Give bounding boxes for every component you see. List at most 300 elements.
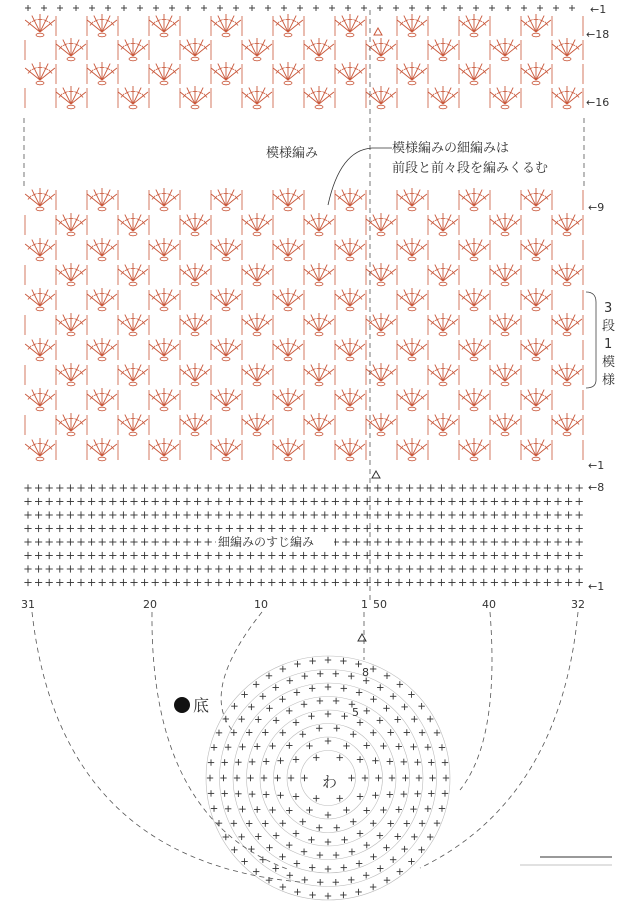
single-crochet-mark — [46, 579, 53, 586]
single-crochet-mark — [576, 498, 583, 505]
single-crochet-mark — [409, 5, 415, 11]
single-crochet-mark — [385, 525, 392, 532]
single-crochet-mark — [215, 498, 222, 505]
single-crochet-mark — [377, 717, 383, 723]
single-crochet-mark — [46, 565, 53, 572]
shell-stitch — [273, 188, 303, 211]
single-crochet-mark — [173, 498, 180, 505]
single-crochet-mark — [88, 484, 95, 491]
single-crochet-mark — [236, 498, 243, 505]
single-crochet-mark — [77, 565, 84, 572]
single-crochet-mark — [385, 484, 392, 491]
single-crochet-mark — [401, 846, 407, 852]
row-label-top: ←1 — [590, 3, 607, 16]
single-crochet-mark — [387, 758, 393, 764]
single-crochet-mark — [235, 759, 241, 765]
single-crochet-mark — [46, 498, 53, 505]
single-crochet-mark — [401, 759, 407, 765]
shell-stitch — [490, 213, 520, 236]
single-crochet-mark — [357, 793, 363, 799]
single-crochet-mark — [185, 5, 191, 11]
single-crochet-mark — [554, 484, 561, 491]
single-crochet-mark — [67, 484, 74, 491]
single-crochet-mark — [56, 538, 63, 545]
single-crochet-mark — [238, 834, 244, 840]
single-crochet-mark — [294, 889, 300, 895]
triangle-icon — [374, 28, 382, 35]
shell-stitch — [242, 363, 272, 386]
single-crochet-mark — [442, 759, 448, 765]
single-crochet-mark — [183, 498, 190, 505]
single-crochet-mark — [226, 484, 233, 491]
single-crochet-mark — [173, 565, 180, 572]
single-crochet-mark — [370, 666, 376, 672]
single-crochet-mark — [194, 525, 201, 532]
single-crochet-mark — [480, 552, 487, 559]
single-crochet-mark — [333, 671, 339, 677]
single-crochet-mark — [289, 552, 296, 559]
single-crochet-mark — [554, 525, 561, 532]
single-crochet-mark — [544, 538, 551, 545]
single-crochet-mark — [269, 743, 275, 749]
single-crochet-mark — [258, 579, 265, 586]
single-crochet-mark — [438, 538, 445, 545]
single-crochet-mark — [363, 872, 369, 878]
single-crochet-mark — [512, 552, 519, 559]
single-crochet-mark — [377, 865, 383, 871]
single-crochet-mark — [544, 498, 551, 505]
single-crochet-mark — [441, 5, 447, 11]
single-crochet-mark — [491, 484, 498, 491]
col-label-20: 20 — [143, 598, 157, 611]
single-crochet-mark — [425, 806, 431, 812]
shell-stitch — [118, 413, 148, 436]
shell-stitch — [87, 388, 117, 411]
single-crochet-mark — [205, 552, 212, 559]
shell-stitch — [118, 313, 148, 336]
single-crochet-mark — [317, 879, 323, 885]
single-crochet-mark — [370, 730, 376, 736]
single-crochet-mark — [162, 498, 169, 505]
single-crochet-mark — [353, 525, 360, 532]
single-crochet-mark — [152, 552, 159, 559]
single-crochet-mark — [279, 498, 286, 505]
single-crochet-mark — [215, 565, 222, 572]
single-crochet-mark — [233, 5, 239, 11]
single-crochet-mark — [35, 511, 42, 518]
single-crochet-mark — [439, 744, 445, 750]
single-crochet-mark — [470, 484, 477, 491]
single-crochet-mark — [353, 538, 360, 545]
shell-stitch — [459, 338, 489, 361]
single-crochet-mark — [311, 511, 318, 518]
single-crochet-mark — [289, 511, 296, 518]
shell-stitch — [366, 263, 396, 286]
single-crochet-mark — [266, 673, 272, 679]
single-crochet-mark — [448, 579, 455, 586]
single-crochet-mark — [293, 756, 299, 762]
single-crochet-mark — [289, 525, 296, 532]
single-crochet-mark — [241, 858, 247, 864]
shell-stitch — [118, 38, 148, 61]
single-crochet-mark — [383, 705, 389, 711]
shell-stitch — [273, 62, 303, 85]
single-crochet-mark — [357, 756, 363, 762]
single-crochet-mark — [152, 579, 159, 586]
single-crochet-mark — [215, 525, 222, 532]
shell-stitch — [242, 313, 272, 336]
single-crochet-mark — [438, 525, 445, 532]
single-crochet-mark — [302, 673, 308, 679]
shell-stitch — [335, 338, 365, 361]
single-crochet-mark — [345, 5, 351, 11]
single-crochet-mark — [277, 792, 283, 798]
shell-stitch — [366, 363, 396, 386]
single-crochet-mark — [383, 845, 389, 851]
single-crochet-mark — [385, 511, 392, 518]
shell-stitch — [521, 62, 551, 85]
shell-stitch — [180, 38, 210, 61]
single-crochet-mark — [24, 552, 31, 559]
shell-stitch — [335, 238, 365, 261]
single-crochet-mark — [35, 538, 42, 545]
single-crochet-mark — [130, 525, 137, 532]
single-crochet-mark — [491, 498, 498, 505]
single-crochet-mark — [262, 820, 268, 826]
single-crochet-mark — [334, 825, 340, 831]
single-crochet-mark — [370, 696, 376, 702]
single-crochet-mark — [372, 758, 378, 764]
single-crochet-mark — [489, 5, 495, 11]
single-crochet-mark — [260, 857, 266, 863]
single-crochet-mark — [294, 860, 300, 866]
single-crochet-mark — [523, 565, 530, 572]
single-crochet-mark — [300, 525, 307, 532]
single-crochet-mark — [294, 661, 300, 667]
single-crochet-mark — [226, 579, 233, 586]
shell-stitch — [459, 62, 489, 85]
single-crochet-mark — [183, 511, 190, 518]
single-crochet-mark — [523, 525, 530, 532]
single-crochet-mark — [333, 852, 339, 858]
single-crochet-mark — [443, 775, 449, 781]
single-crochet-mark — [215, 511, 222, 518]
shell-stitch — [552, 38, 582, 61]
single-crochet-mark — [247, 552, 254, 559]
guide-line — [32, 612, 300, 882]
single-crochet-mark — [332, 579, 339, 586]
single-crochet-mark — [438, 498, 445, 505]
single-crochet-mark — [311, 498, 318, 505]
single-crochet-mark — [434, 820, 440, 826]
single-crochet-mark — [480, 511, 487, 518]
single-crochet-mark — [279, 525, 286, 532]
single-crochet-mark — [88, 579, 95, 586]
single-crochet-mark — [333, 698, 339, 704]
single-crochet-mark — [406, 511, 413, 518]
single-crochet-mark — [286, 842, 292, 848]
shell-stitch — [459, 288, 489, 311]
single-crochet-mark — [363, 807, 369, 813]
single-crochet-mark — [162, 579, 169, 586]
single-crochet-mark — [194, 552, 201, 559]
single-crochet-mark — [280, 820, 286, 826]
single-crochet-mark — [297, 5, 303, 11]
repeat-label-1: 3 — [604, 301, 613, 316]
shell-stitch — [273, 388, 303, 411]
single-crochet-mark — [109, 525, 116, 532]
row-label-18: ←18 — [586, 28, 610, 41]
single-crochet-mark — [342, 525, 349, 532]
single-crochet-mark — [280, 884, 286, 890]
single-crochet-mark — [220, 775, 226, 781]
shell-stitch — [304, 38, 334, 61]
shell-stitch — [397, 288, 427, 311]
single-crochet-mark — [342, 484, 349, 491]
shell-stitch — [428, 263, 458, 286]
single-crochet-mark — [194, 484, 201, 491]
single-crochet-mark — [343, 743, 349, 749]
shell-stitch — [25, 288, 55, 311]
single-crochet-mark — [235, 791, 241, 797]
single-crochet-mark — [321, 484, 328, 491]
single-crochet-mark — [258, 498, 265, 505]
single-crochet-mark — [316, 725, 322, 731]
single-crochet-mark — [99, 511, 106, 518]
single-crochet-mark — [512, 511, 519, 518]
shell-stitch — [180, 86, 210, 109]
shell-stitch — [149, 338, 179, 361]
single-crochet-mark — [35, 565, 42, 572]
single-crochet-mark — [554, 538, 561, 545]
single-crochet-mark — [553, 5, 559, 11]
shell-stitch — [304, 313, 334, 336]
single-crochet-mark — [268, 525, 275, 532]
single-crochet-mark — [523, 498, 530, 505]
single-crochet-mark — [274, 775, 280, 781]
single-crochet-mark — [67, 498, 74, 505]
shell-stitch — [459, 238, 489, 261]
single-crochet-mark — [505, 5, 511, 11]
single-crochet-mark — [308, 837, 314, 843]
shell-stitch — [397, 388, 427, 411]
single-crochet-mark — [480, 579, 487, 586]
single-crochet-mark — [395, 525, 402, 532]
single-crochet-mark — [470, 498, 477, 505]
single-crochet-mark — [408, 858, 414, 864]
shell-stitch — [149, 62, 179, 85]
single-crochet-mark — [353, 565, 360, 572]
single-crochet-mark — [313, 795, 319, 801]
single-crochet-mark — [576, 511, 583, 518]
single-crochet-mark — [565, 565, 572, 572]
single-crochet-mark — [417, 538, 424, 545]
single-crochet-mark — [350, 731, 356, 737]
single-crochet-mark — [287, 872, 293, 878]
single-crochet-mark — [459, 484, 466, 491]
shell-stitch — [211, 388, 241, 411]
shell-stitch — [304, 413, 334, 436]
single-crochet-mark — [333, 879, 339, 885]
shell-stitch — [521, 188, 551, 211]
shell-stitch — [242, 263, 272, 286]
single-crochet-mark — [173, 484, 180, 491]
single-crochet-mark — [576, 538, 583, 545]
single-crochet-mark — [300, 484, 307, 491]
single-crochet-mark — [565, 538, 572, 545]
pattern-stitch-label: 模様編み — [266, 146, 319, 161]
single-crochet-mark — [565, 511, 572, 518]
single-crochet-mark — [334, 725, 340, 731]
single-crochet-mark — [448, 525, 455, 532]
single-crochet-mark — [375, 775, 381, 781]
single-crochet-mark — [194, 498, 201, 505]
single-crochet-mark — [183, 525, 190, 532]
single-crochet-mark — [294, 689, 300, 695]
single-crochet-mark — [325, 839, 331, 845]
single-crochet-mark — [67, 511, 74, 518]
single-crochet-mark — [109, 538, 116, 545]
shell-stitch — [428, 313, 458, 336]
single-crochet-mark — [406, 552, 413, 559]
single-crochet-mark — [380, 807, 386, 813]
single-crochet-mark — [406, 538, 413, 545]
single-crochet-mark — [121, 5, 127, 11]
single-crochet-mark — [480, 525, 487, 532]
single-crochet-mark — [427, 716, 433, 722]
col-label-40: 40 — [482, 598, 496, 611]
single-crochet-mark — [576, 525, 583, 532]
single-crochet-mark — [201, 5, 207, 11]
shell-stitch — [56, 86, 86, 109]
single-crochet-mark — [105, 5, 111, 11]
shell-stitch — [428, 413, 458, 436]
single-crochet-mark — [410, 744, 416, 750]
single-crochet-mark — [67, 579, 74, 586]
single-crochet-mark — [183, 552, 190, 559]
single-crochet-mark — [88, 525, 95, 532]
single-crochet-mark — [427, 511, 434, 518]
triangle-icon — [372, 471, 380, 478]
single-crochet-mark — [480, 498, 487, 505]
single-crochet-mark — [325, 684, 331, 690]
shell-stitch — [366, 38, 396, 61]
single-crochet-mark — [569, 5, 575, 11]
single-crochet-mark — [374, 484, 381, 491]
single-crochet-mark — [231, 820, 237, 826]
single-crochet-mark — [77, 552, 84, 559]
single-crochet-mark — [211, 744, 217, 750]
single-crochet-mark — [353, 484, 360, 491]
shell-stitch — [87, 188, 117, 211]
single-crochet-mark — [223, 834, 229, 840]
single-crochet-mark — [410, 806, 416, 812]
single-crochet-mark — [306, 807, 312, 813]
single-crochet-mark — [293, 793, 299, 799]
single-crochet-mark — [384, 877, 390, 883]
single-crochet-mark — [533, 484, 540, 491]
single-crochet-mark — [340, 892, 346, 898]
single-crochet-mark — [279, 854, 285, 860]
single-crochet-mark — [286, 742, 292, 748]
single-crochet-mark — [130, 511, 137, 518]
single-crochet-mark — [491, 552, 498, 559]
single-crochet-mark — [24, 511, 31, 518]
single-crochet-mark — [301, 775, 307, 781]
shell-stitch — [87, 288, 117, 311]
single-crochet-mark — [57, 5, 63, 11]
single-crochet-mark — [130, 552, 137, 559]
bottom-title: 底 — [193, 696, 210, 715]
single-crochet-mark — [152, 538, 159, 545]
single-crochet-mark — [521, 5, 527, 11]
single-crochet-mark — [419, 729, 425, 735]
single-crochet-mark — [385, 552, 392, 559]
single-crochet-mark — [512, 538, 519, 545]
shell-stitch — [366, 313, 396, 336]
single-crochet-mark — [173, 538, 180, 545]
single-crochet-mark — [417, 565, 424, 572]
shell-stitch — [366, 213, 396, 236]
shell-stitch — [56, 313, 86, 336]
single-crochet-mark — [99, 498, 106, 505]
single-crochet-mark — [337, 795, 343, 801]
single-crochet-mark — [289, 565, 296, 572]
single-crochet-mark — [153, 5, 159, 11]
single-crochet-mark — [287, 678, 293, 684]
single-crochet-mark — [385, 538, 392, 545]
single-crochet-mark — [221, 790, 227, 796]
single-crochet-mark — [109, 484, 116, 491]
shell-stitch — [459, 438, 489, 461]
single-crochet-mark — [300, 579, 307, 586]
single-crochet-mark — [309, 892, 315, 898]
shell-stitch — [459, 388, 489, 411]
single-crochet-mark — [491, 511, 498, 518]
single-crochet-mark — [277, 758, 283, 764]
single-crochet-mark — [152, 511, 159, 518]
single-crochet-mark — [533, 552, 540, 559]
shell-stitch — [25, 62, 55, 85]
guide-line — [152, 612, 290, 870]
single-crochet-mark — [448, 538, 455, 545]
single-crochet-mark — [301, 701, 307, 707]
single-crochet-mark — [427, 498, 434, 505]
single-crochet-mark — [473, 5, 479, 11]
single-crochet-mark — [263, 758, 269, 764]
single-crochet-mark — [374, 511, 381, 518]
single-crochet-mark — [236, 511, 243, 518]
single-crochet-mark — [459, 565, 466, 572]
single-crochet-mark — [56, 511, 63, 518]
single-crochet-mark — [501, 498, 508, 505]
single-crochet-mark — [325, 711, 331, 717]
single-crochet-mark — [293, 830, 299, 836]
row-label-16: ←16 — [586, 96, 610, 109]
single-crochet-mark — [565, 525, 572, 532]
single-crochet-mark — [77, 484, 84, 491]
single-crochet-mark — [300, 565, 307, 572]
single-crochet-mark — [236, 484, 243, 491]
single-crochet-mark — [120, 511, 127, 518]
single-crochet-mark — [273, 684, 279, 690]
single-crochet-mark — [353, 498, 360, 505]
repeat-bracket — [586, 292, 596, 388]
single-crochet-mark — [289, 484, 296, 491]
single-crochet-mark — [261, 775, 267, 781]
single-crochet-mark — [268, 552, 275, 559]
row-label-band-8: ←8 — [588, 481, 605, 494]
